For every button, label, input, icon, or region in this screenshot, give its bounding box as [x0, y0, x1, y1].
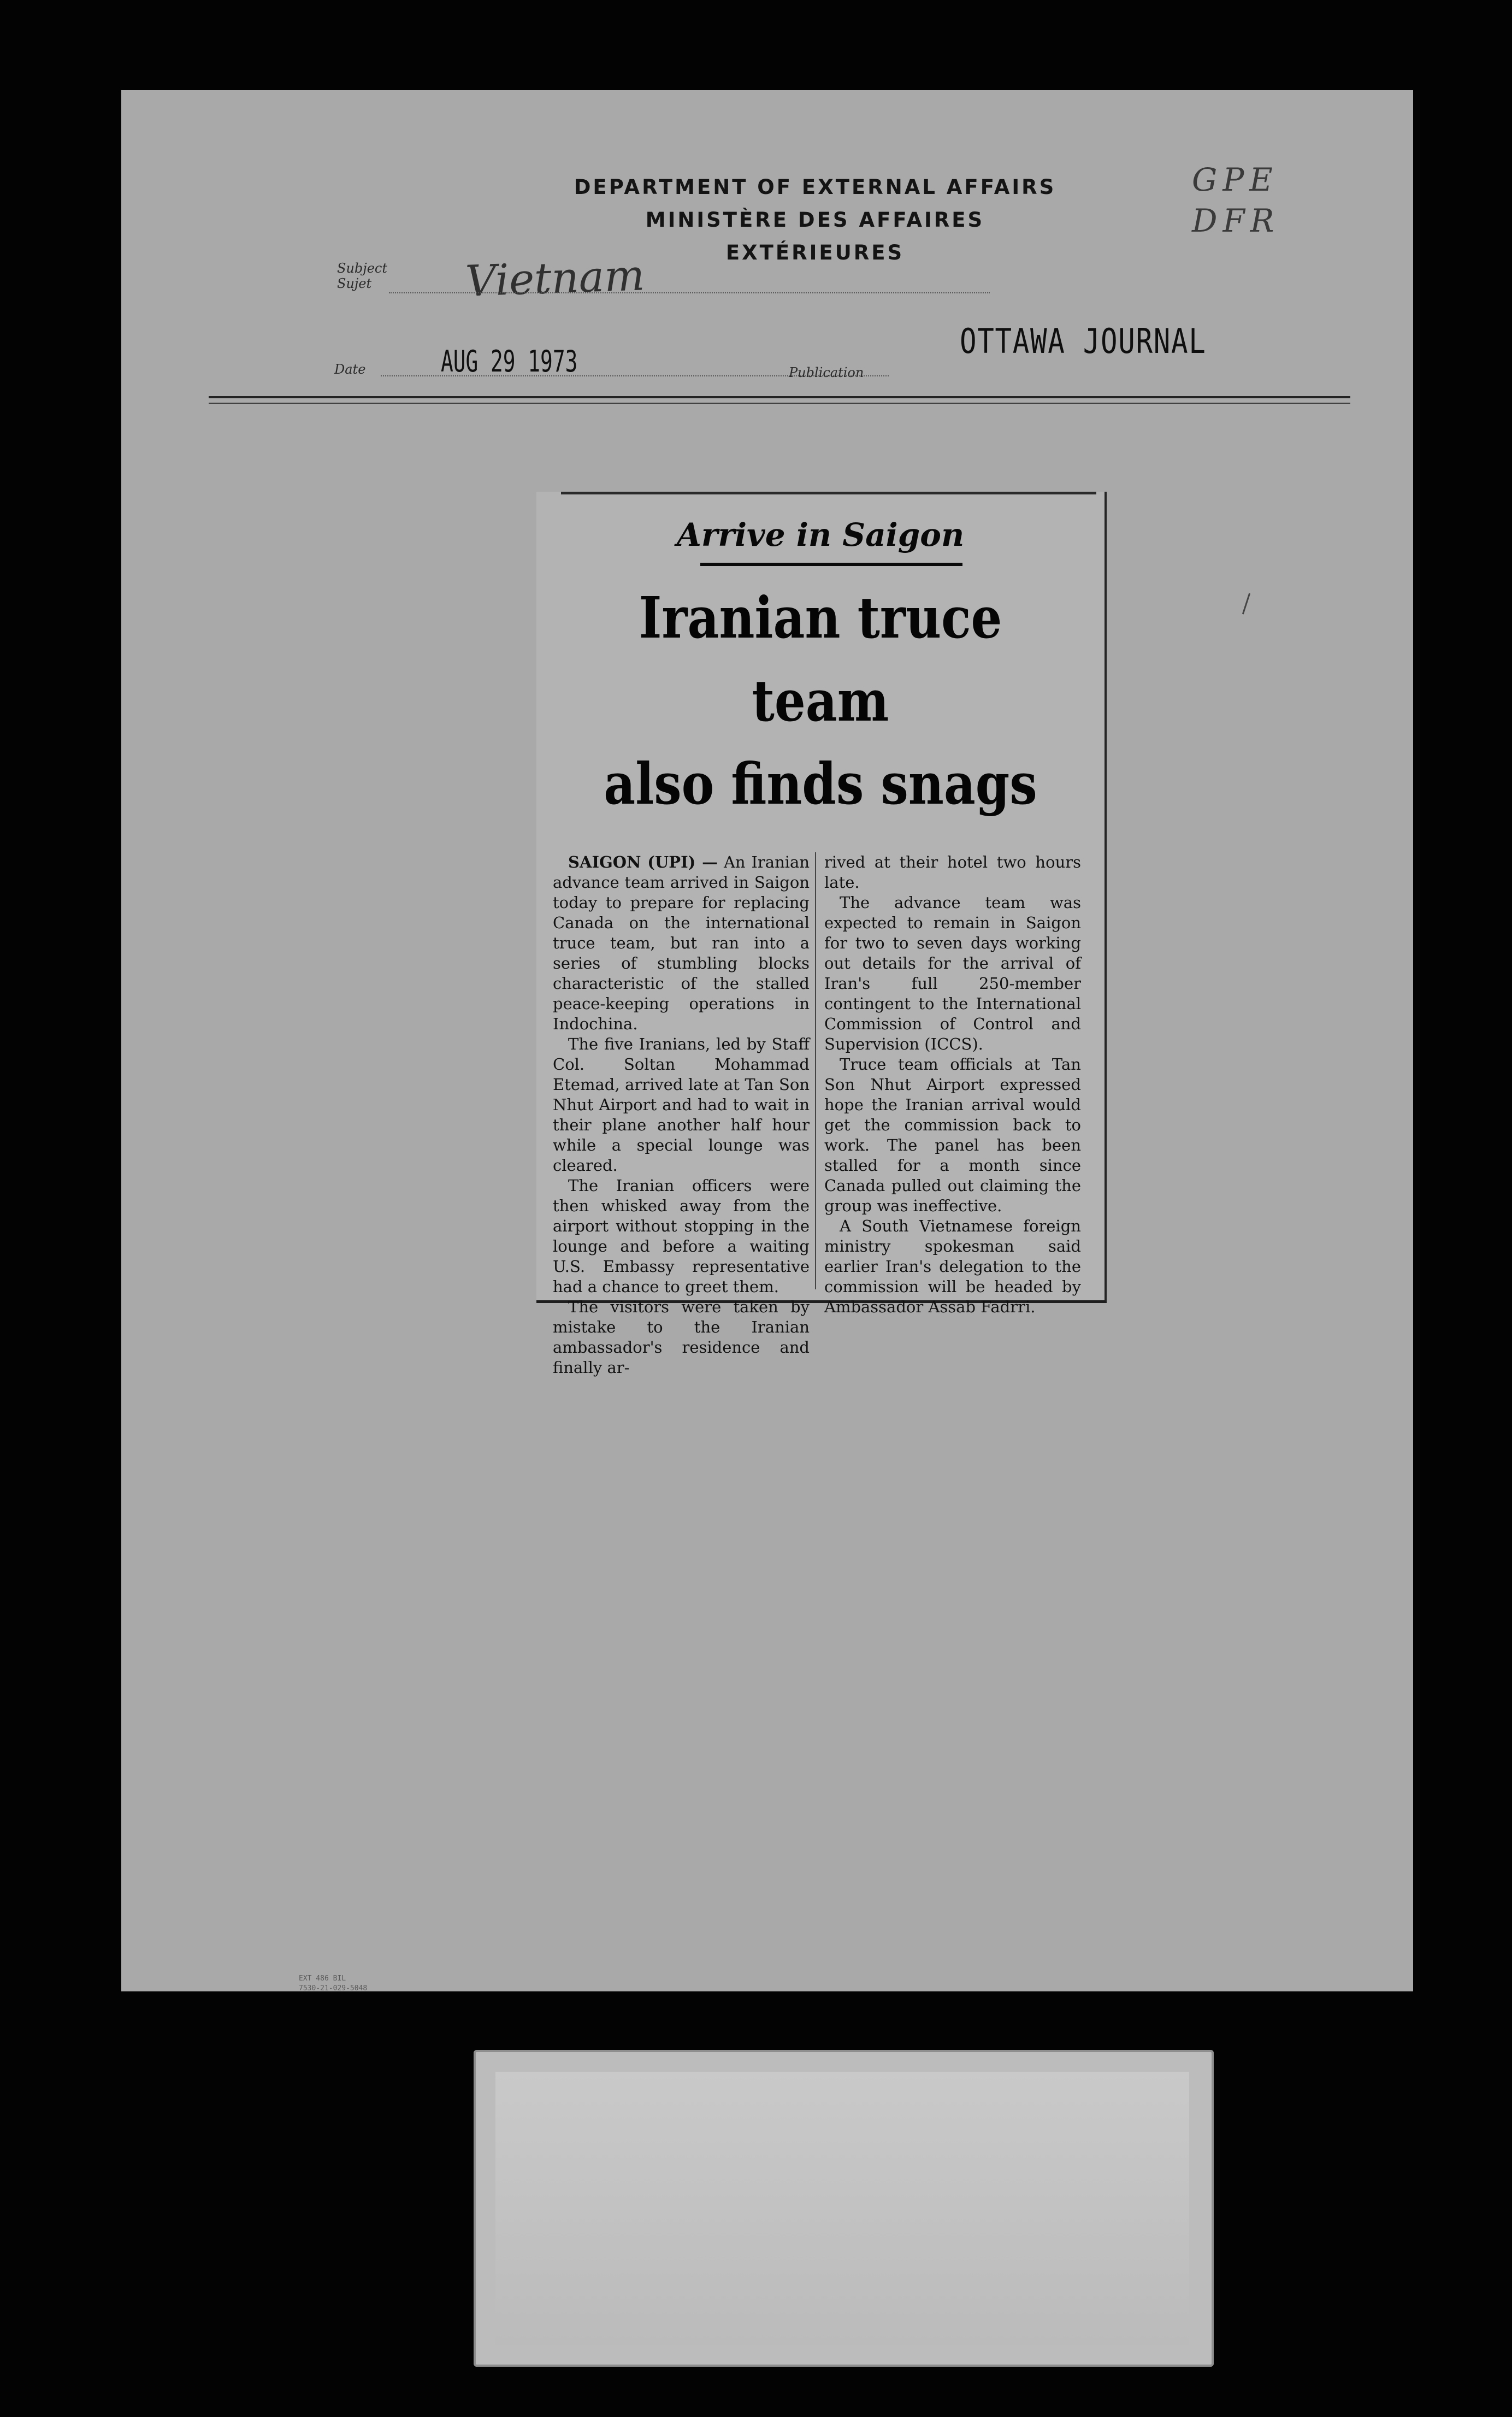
subject-label: [337, 261, 387, 291]
column-divider: [815, 852, 816, 1289]
header-rule: [209, 396, 1350, 398]
article-headline: [576, 576, 1065, 826]
handwritten-subject: Vietnam: [464, 251, 646, 306]
pencil-mark: [1242, 593, 1250, 615]
article-paragraph: rived at their hotel two hours late.: [824, 853, 1081, 892]
date-stamp: AUG 29 1973: [441, 344, 578, 379]
publication-label: Publication: [789, 365, 864, 380]
kicker-underline: [700, 563, 962, 566]
clipping-top-border: [561, 492, 1096, 494]
article-paragraph: The five Iranians, led by Staff Col. Soltan Mohammad Etemad, arrived late at Tan Son Nhut Airport and had to wait in their plane another half hour while a special lounge was cleared.: [553, 1035, 810, 1175]
article-paragraph: [553, 852, 810, 1034]
article-paragraph: The advance team was expected to remain in Saigon for two to seven days working out details for the arrival of Iran's full 250-member contingent to the International Commission of Control and Supervision (ICCS).: [824, 893, 1081, 1053]
header-rule-thin: [209, 403, 1350, 404]
article-kicker: Arrive in Saigon: [676, 516, 965, 553]
article-column-right: [824, 852, 1081, 1317]
headline-line-1: Iranian truce team: [639, 584, 1002, 734]
department-name-french: MINISTÈRE DES AFFAIRES EXTÉRIEURES: [645, 208, 985, 264]
blank-card: [474, 2050, 1214, 2367]
article-paragraph: The visitors were taken by mistake to the Iranian ambassador's residence and finally ar-: [553, 1298, 810, 1377]
form-code: [299, 1974, 367, 1994]
article-column-left: [553, 852, 810, 1378]
subject-label-fr: Sujet: [337, 276, 372, 291]
blank-card-surface: [495, 2072, 1189, 2345]
article-paragraph: A South Vietnamese foreign ministry spokesman said earlier Iran's delegation to the commission will be headed by Ambassador Assab Fadrri.: [824, 1217, 1081, 1316]
department-name-english: DEPARTMENT OF EXTERNAL AFFAIRS: [574, 175, 1056, 199]
subject-line: [389, 292, 990, 293]
dateline: SAIGON (UPI) —: [568, 853, 718, 871]
headline-line-2: also finds snags: [604, 750, 1037, 817]
subject-label-en: Subject: [337, 261, 387, 276]
form-code-line-2: 7530-21-029-5048: [299, 1984, 368, 1992]
form-code-line-1: EXT 486 BIL: [299, 1974, 346, 1983]
archive-document-sheet: [121, 90, 1413, 1991]
publication-name: OTTAWA JOURNAL: [960, 321, 1207, 361]
handwritten-file-code-2: DFR: [1192, 202, 1280, 239]
article-paragraph: The Iranian officers were then whisked away from the airport without stopping in the lounge and before a waiting U.S. Embassy representative had a chance to greet them.: [553, 1176, 810, 1296]
date-label: Date: [334, 362, 366, 377]
newspaper-clipping: [536, 492, 1107, 1377]
paragraph-text: An Iranian advance team arrived in Saigon today to prepare for replacing Canada on the international truce team, but ran into a series of stumbling blocks characteristic of the stalled peace-keeping operations in Indochina.: [553, 853, 810, 1033]
handwritten-file-code: GPE: [1192, 161, 1278, 198]
article-paragraph: Truce team officials at Tan Son Nhut Airport expressed hope the Iranian arrival would get the commission back to work. The panel has been stalled for a month since Canada pulled out claiming the group was ineffective.: [824, 1055, 1081, 1215]
